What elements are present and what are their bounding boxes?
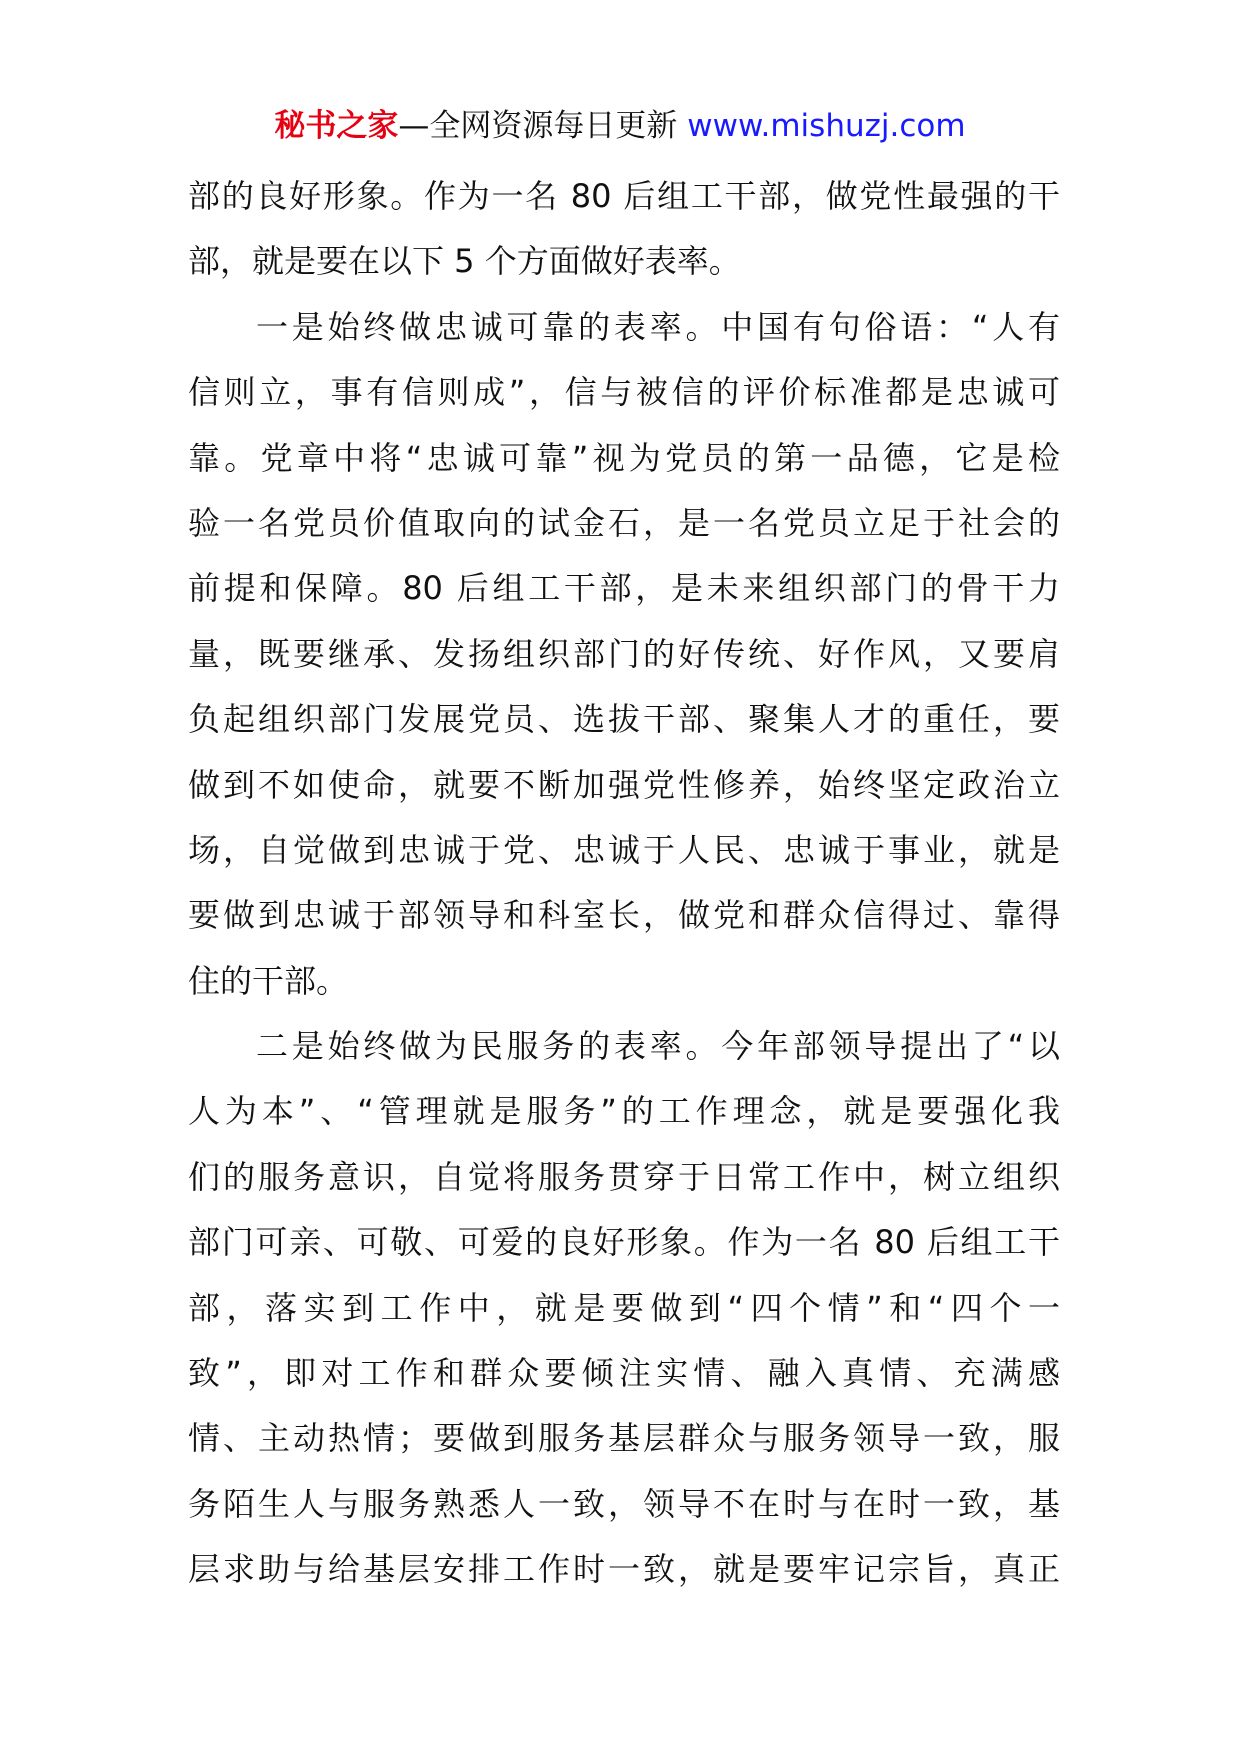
text-line: 务陌生人与服务熟悉人一致，领导不在时与在时一致，基 [188,1484,1060,1523]
text-line: 层求助与给基层安排工作时一致，就是要牢记宗旨，真正 [188,1550,1060,1589]
text-line: 前提和保障。80 后组工干部，是未来组织部门的骨干力 [188,569,1060,608]
text-line: 们的服务意识，自觉将服务贯穿于日常工作中，树立组织 [188,1157,1060,1196]
text-line: 信则立，事有信则成”，信与被信的评价标准都是忠诚可 [188,373,1060,412]
text-line: 部的良好形象。作为一名 80 后组工干部，做党性最强的干 [188,177,1060,215]
site-url-link[interactable]: www.mishuzj.com [687,108,966,144]
text-line: 致”，即对工作和群众要倾注实情、融入真情、充满感 [188,1354,1060,1393]
brand-name: 秘书之家 [274,108,399,144]
header-tagline: —全网资源每日更新 [398,108,688,144]
text-line: 部，落实到工作中，就是要做到“四个情”和“四个一 [188,1288,1060,1327]
text-line: 情、主动热情；要做到服务基层群众与服务领导一致，服 [188,1419,1060,1458]
text-line: 量，既要继承、发扬组织部门的好传统、好作风，又要肩 [188,634,1060,673]
text-line: 负起组织部门发展党员、选拔干部、聚集人才的重任，要 [188,700,1060,739]
text-line: 场，自觉做到忠诚于党、忠诚于人民、忠诚于事业，就是 [188,830,1060,869]
site-header [0,104,1240,148]
text-line: 要做到忠诚于部领导和科室长，做党和群众信得过、靠得 [188,896,1060,935]
text-line: 住的干部。 [188,961,349,1000]
paragraph-start-line: 二是始终做为民服务的表率。今年部领导提出了“以 [256,1027,1060,1066]
paragraph-start-line: 一是始终做忠诚可靠的表率。中国有句俗语：“人有 [256,307,1060,346]
text-line: 靠。党章中将“忠诚可靠”视为党员的第一品德，它是检 [188,438,1060,477]
text-line: 做到不如使命，就要不断加强党性修养，始终坚定政治立 [188,765,1060,804]
text-line: 部，就是要在以下 5 个方面做好表率。 [188,242,741,281]
text-line: 验一名党员价值取向的试金石，是一名党员立足于社会的 [188,503,1060,542]
document-body [188,164,1060,1603]
text-line: 人为本”、“管理就是服务”的工作理念，就是要强化我 [188,1092,1060,1131]
text-line: 部门可亲、可敬、可爱的良好形象。作为一名 80 后组工干 [188,1223,1060,1262]
